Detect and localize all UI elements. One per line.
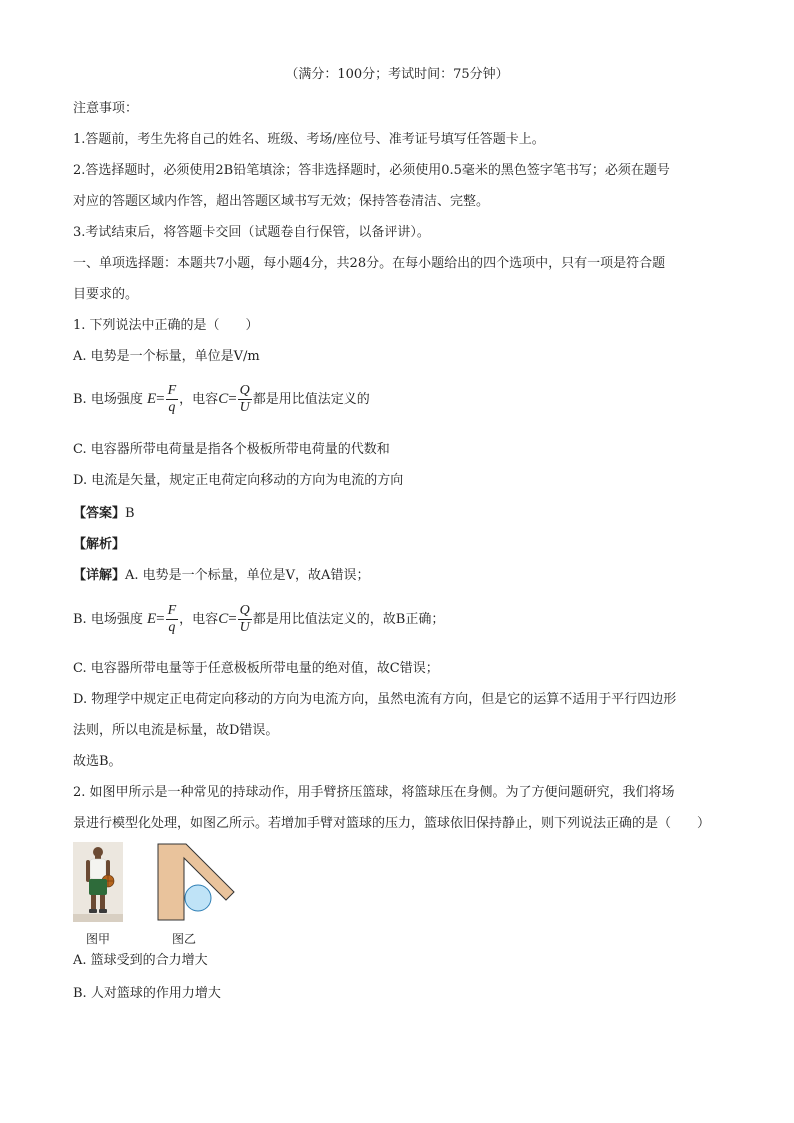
q1-conclusion: 故选B。 (73, 754, 122, 769)
detail-b-pre: B. 电场强度 (73, 612, 143, 627)
notice-item-2b: 对应的答题区域内作答，超出答题区域书写无效；保持答卷清洁、完整。 (73, 194, 490, 209)
q1-option-b-pre: B. 电场强度 (73, 392, 143, 407)
var-e: E (146, 611, 157, 627)
q1-detail-d1: D. 物理学中规定正电荷定向移动的方向为电流方向，虽然电流有方向，但是它的运算不适用于平行四边形 (73, 692, 677, 707)
equals-sign: = (228, 611, 237, 627)
q1-option-b-post: 都是用比值法定义的 (252, 392, 370, 407)
var-c: C (218, 611, 229, 627)
equals-sign: = (156, 391, 165, 407)
answer-tag: 【答案】 (73, 506, 126, 521)
notice-item-3: 3.考试结束后，将答题卡交回（试题卷自行保管，以备评讲）。 (73, 225, 430, 240)
q1-option-d: D. 电流是矢量，规定正电荷定向移动的方向为电流的方向 (73, 473, 404, 488)
detail-tag: 【详解】 (73, 568, 126, 583)
fraction-f-over-q: $\frac{F}{q}$ (167, 383, 177, 415)
var-c: C (218, 391, 229, 407)
answer-value: B (125, 506, 135, 521)
figure-caption-jia: 图甲 (86, 932, 111, 946)
q2-stem-line1: 2. 如图甲所示是一种常见的持球动作，用手臂挤压篮球，将篮球压在身侧。为了方便问题研究，我们将场 (73, 785, 675, 800)
fraction-f-over-q: $\frac{F}{q}$ (167, 603, 177, 635)
analysis-tag: 【解析】 (73, 537, 126, 552)
q2-option-a: A. 篮球受到的合力增大 (73, 953, 208, 968)
notice-title: 注意事项： (73, 101, 139, 116)
q1-answer (73, 505, 135, 523)
notice-item-2a: 2.答选择题时，必须使用2B铅笔填涂；答非选择题时，必须使用0.5毫米的黑色签字笔书写；必须在题号 (73, 163, 670, 178)
detail-b-mid: ，电容 (179, 612, 219, 627)
q1-option-b-mid: ，电容 (179, 392, 219, 407)
q1-option-b (73, 383, 370, 416)
q1-detail-c: C. 电容器所带电量等于任意极板所带电量的绝对值，故C错误； (73, 661, 439, 676)
exam-info: （满分：100分；考试时间：75分钟） (285, 67, 509, 82)
fraction-q-over-u: $\frac{Q}{U}$ (239, 603, 250, 635)
section-heading-line2: 目要求的。 (73, 287, 139, 302)
q1-option-a: A. 电势是一个标量，单位是V/m (73, 349, 260, 364)
section-heading-line1: 一、单项选择题：本题共7小题，每小题4分，共28分。在每小题给出的四个选项中，只有一项是符合题 (73, 256, 666, 271)
player-photo (73, 842, 123, 922)
equals-sign: = (156, 611, 165, 627)
q1-stem: 1. 下列说法中正确的是（ ） (73, 318, 259, 333)
q1-detail-a (73, 567, 369, 585)
q2-stem-line2: 景进行模型化处理，如图乙所示。若增加手臂对篮球的压力，篮球依旧保持静止，则下列说法正确的是（ ） (73, 816, 711, 831)
detail-b-post: 都是用比值法定义的，故B正确； (252, 612, 445, 627)
fraction-q-over-u: $\frac{Q}{U}$ (239, 383, 250, 415)
var-e: E (146, 391, 157, 407)
q1-option-c: C. 电容器所带电荷量是指各个极板所带电荷量的代数和 (73, 442, 390, 457)
q1-detail-b (73, 603, 444, 636)
figure-caption-yi: 图乙 (172, 932, 197, 946)
notice-item-1: 1.答题前，考生先将自己的姓名、班级、考场/座位号、准考证号填写任答题卡上。 (73, 132, 545, 147)
detail-a-text: A. 电势是一个标量，单位是V，故A错误； (125, 568, 370, 583)
q1-detail-d2: 法则，所以电流是标量，故D错误。 (73, 723, 279, 738)
model-diagram (156, 842, 236, 922)
q2-option-b: B. 人对篮球的作用力增大 (73, 986, 221, 1001)
equals-sign: = (228, 391, 237, 407)
